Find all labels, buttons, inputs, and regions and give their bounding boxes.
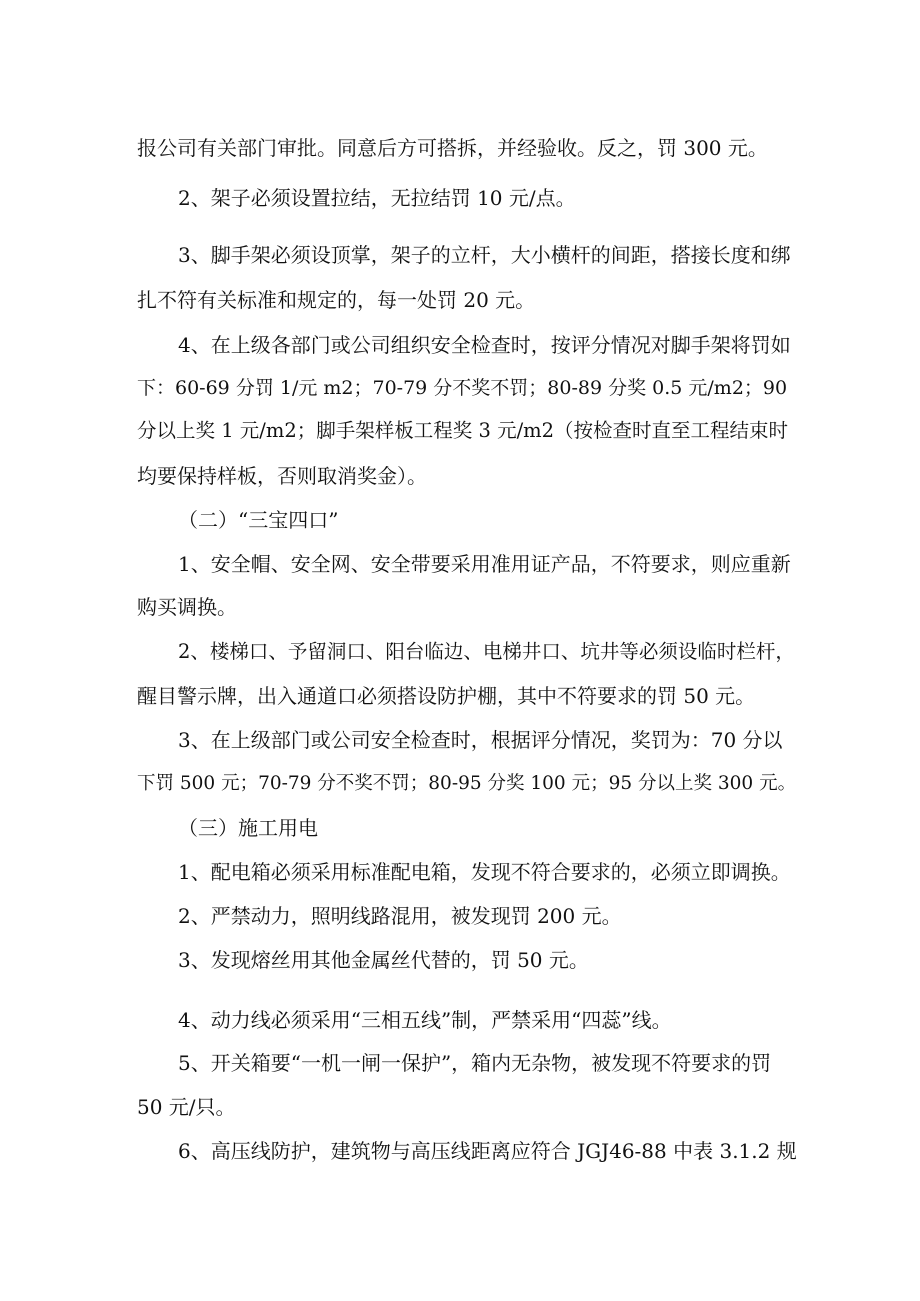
text-line: 2、严禁动力，照明线路混用，被发现罚 200 元。: [178, 904, 622, 928]
text-line: 4、在上级各部门或公司组织安全检查时，按评分情况对脚手架将罚如: [178, 333, 791, 357]
text-line: 4、动力线必须采用“三相五线”制，严禁采用“四蕊”线。: [178, 1008, 672, 1032]
text-line: 3、脚手架必须设顶掌，架子的立杆，大小横杆的间距，搭接长度和绑: [178, 243, 791, 267]
text-line: 6、高压线防护，建筑物与高压线距离应符合 JGJ46-88 中表 3.1.2 规: [178, 1139, 797, 1163]
section-heading: （二）“三宝四口”: [178, 508, 339, 532]
text-line: 购买调换。: [137, 595, 237, 619]
text-line: 均要保持样板，否则取消奖金）。: [137, 464, 427, 488]
text-line: 1、安全帽、安全网、安全带要采用准用证产品，不符要求，则应重新: [178, 552, 791, 576]
text-line: 分以上奖 1 元/m2；脚手架样板工程奖 3 元/m2（按检查时直至工程结束时: [137, 419, 789, 442]
text-line: 扎不符有关标准和规定的，每一处罚 20 元。: [137, 288, 536, 312]
text-line: 3、在上级部门或公司安全检查时，根据评分情况，奖罚为：70 分以: [178, 728, 783, 752]
text-line: 5、开关箱要“一机一闸一保护”，箱内无杂物，被发现不符要求的罚: [178, 1051, 772, 1075]
text-line: 3、发现熔丝用其他金属丝代替的，罚 50 元。: [178, 948, 589, 972]
text-line: 1、配电箱必须采用标准配电箱，发现不符合要求的，必须立即调换。: [178, 860, 791, 884]
text-line: 报公司有关部门审批。同意后方可搭拆，并经验收。反之，罚 300 元。: [137, 136, 768, 160]
text-line: 50 元/只。: [137, 1095, 236, 1119]
section-heading: （三）施工用电: [178, 816, 318, 840]
text-line: 下：60-69 分罚 1/元 m2；70-79 分不奖不罚；80-89 分奖 0.5 元/m2；90: [137, 377, 788, 399]
text-line: 下罚 500 元；70-79 分不奖不罚；80-95 分奖 100 元；95 分以上奖 300 元。: [137, 773, 797, 794]
text-line: 醒目警示牌，出入通道口必须搭设防护棚，其中不符要求的罚 50 元。: [137, 684, 756, 708]
text-line: 2、楼梯口、予留洞口、阳台临边、电梯井口、坑井等必须设临时栏杆，: [178, 640, 795, 663]
text-line: 2、架子必须设置拉结，无拉结罚 10 元/点。: [178, 186, 576, 210]
